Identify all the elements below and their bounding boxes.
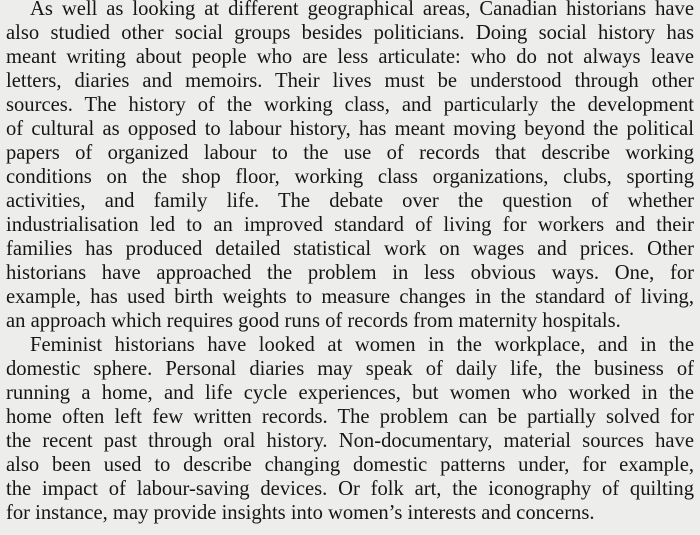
paragraph-1-line-11: families has produced detailed statistical work on wages and prices. Other: [6, 238, 694, 260]
paragraph-1-line-14: an approach which requires good runs of records from maternity hospitals.: [6, 310, 621, 332]
paragraph-2-line-8: for instance, may provide insights into women’s interests and concerns.: [6, 502, 595, 524]
paragraph-1-line-5: sources. The history of the working class, and particularly the development: [6, 94, 694, 116]
paragraph-1-line-9: activities, and family life. The debate over the question of whether: [6, 190, 694, 212]
paragraph-1-line-6: of cultural as opposed to labour history, has meant moving beyond the political: [6, 118, 694, 140]
paragraph-1-line-3: meant writing about people who are less articulate: who do not always leave: [6, 46, 694, 68]
paragraph-1-line-13: example, has used birth weights to measure changes in the standard of living,: [6, 286, 694, 308]
paragraph-1-line-8: conditions on the shop floor, working class organizations, clubs, sporting: [6, 166, 694, 188]
paragraph-1-line-2: also studied other social groups besides politicians. Doing social history has: [6, 22, 694, 44]
paragraph-1-line-4: letters, diaries and memoirs. Their lives must be understood through other: [6, 70, 694, 92]
paragraph-1-line-12: historians have approached the problem in less obvious ways. One, for: [6, 262, 694, 284]
paragraph-2-line-1: Feminist historians have looked at women in the workplace, and in the: [30, 334, 694, 356]
paragraph-2-line-6: also been used to describe changing domestic patterns under, for example,: [6, 454, 694, 476]
paragraph-2-line-4: home often left few written records. The problem can be partially solved for: [6, 406, 694, 428]
paragraph-1-line-1: As well as looking at different geographical areas, Canadian historians have: [30, 0, 694, 20]
paragraph-1-line-7: papers of organized labour to the use of records that describe working: [6, 142, 694, 164]
paragraph-2-line-2: domestic sphere. Personal diaries may speak of daily life, the business of: [6, 358, 694, 380]
paragraph-1-line-10: industrialisation led to an improved standard of living for workers and their: [6, 214, 694, 236]
paragraph-2-line-5: the recent past through oral history. Non-documentary, material sources have: [6, 430, 694, 452]
paragraph-2-line-7: the impact of labour-saving devices. Or folk art, the iconography of quilting: [6, 478, 694, 500]
paragraph-2-line-3: running a home, and life cycle experiences, but women who worked in the: [6, 382, 694, 404]
